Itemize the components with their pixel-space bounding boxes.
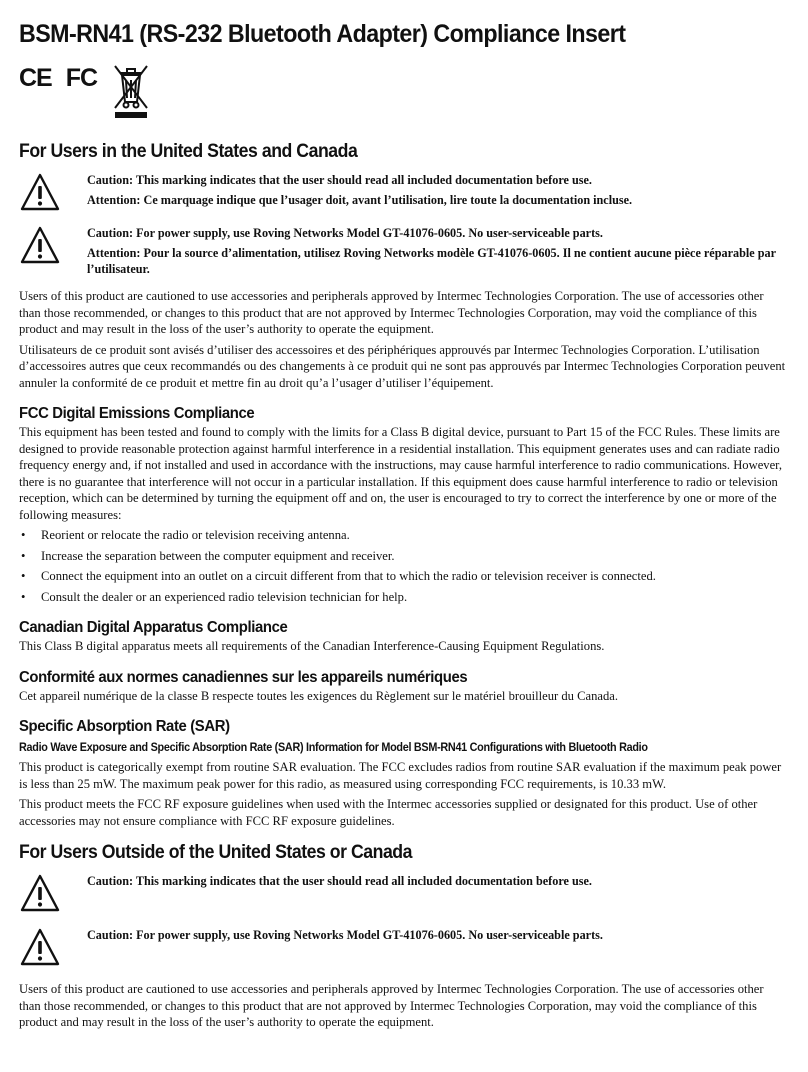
fcc-heading: FCC Digital Emissions Compliance	[19, 405, 255, 422]
fcc-mark: FC	[65, 64, 98, 92]
power-supply-warning	[19, 927, 788, 967]
list-item: • Increase the separation between the computer equipment and receiver.	[19, 548, 788, 565]
certification-marks	[19, 60, 788, 122]
power-supply-warning	[19, 225, 788, 277]
documentation-warning	[19, 873, 788, 913]
documentation-warning	[19, 172, 788, 212]
canadian-heading: Canadian Digital Apparatus Compliance	[19, 619, 288, 636]
us-canada-heading: For Users in the United States and Canada	[19, 141, 358, 162]
outside-accessories-paragraph: Users of this product are cautioned to use accessories and peripherals approved by Intermec Technologies Corporation. The use of accessories other than those recommended, or changes to this product that are not approved by Intermec Technologies Corporation, may void the compliance of this product and may result in the loss of the user’s authority to operate the equipment.	[19, 982, 764, 1029]
accessories-paragraph-fr: Utilisateurs de ce produit sont avisés d’utiliser des accessoires et des périphériques approuvés par Intermec Technologies Corporation. L’utilisation d’accessoires autres que ceux recommandés ou des changements à ce produit qui ne sont pas approuvés par Intermec Technologies Corporation peuvent annuler la conformité de ce produit et mettre fin au droit qu’a l’usager d’utiliser l’équipement.	[19, 342, 786, 390]
list-item: • Connect the equipment into an outlet on a circuit different from that to which the radio or television receiver is connected.	[19, 568, 788, 585]
ce-mark: CE	[19, 64, 52, 92]
sar-paragraph-1: This product is categorically exempt from routine SAR evaluation. The FCC excludes radios from routine SAR evaluation if the maximum peak power is less than 25 mW. The maximum peak power for this radio, as measured using corresponding FCC requirements, is 10.33 mW.	[19, 760, 782, 791]
list-item: • Reorient or relocate the radio or television receiving antenna.	[19, 527, 788, 544]
warning-triangle-icon	[20, 225, 60, 265]
interference-measures-list	[19, 527, 788, 605]
warning-text-en: Caution: For power supply, use Roving Networks Model GT-41076-0605. No user-serviceable parts.	[87, 928, 603, 942]
sar-subheading: Radio Wave Exposure and Specific Absorption Rate (SAR) Information for Model BSM-RN41 Configurations with Bluetooth Radio	[19, 742, 648, 754]
conformite-paragraph: Cet appareil numérique de la classe B respecte toutes les exigences du Règlement sur le matériel brouilleur du Canada.	[19, 688, 619, 703]
conformite-heading: Conformité aux normes canadiennes sur les appareils numériques	[19, 668, 468, 686]
sar-heading: Specific Absorption Rate (SAR)	[19, 718, 230, 735]
fcc-paragraph: This equipment has been tested and found to comply with the limits for a Class B digital device, pursuant to Part 15 of the FCC Rules. These limits are designed to provide reasonable protection against harmful interference in a residential installation. This equipment generates uses and can radiate radio frequency energy and, if not installed and used in accordance with the instructions, may cause harmful interference to radio communications. However, there is no guarantee that interference will not occur in a particular installation. If this equipment does cause harmful interference to radio or television reception, which can be determined by turning the equipment off and on, the user is encouraged to try to correct the interference by one or more of the following measures:	[19, 425, 783, 522]
list-item: • Consult the dealer or an experienced radio television technician for help.	[19, 589, 788, 606]
warning-triangle-icon	[20, 927, 60, 967]
warning-triangle-icon	[20, 873, 60, 913]
warning-text-en: Caution: This marking indicates that the user should read all included documentation before use.	[87, 874, 592, 888]
weee-crossed-bin-icon	[111, 60, 151, 120]
warning-triangle-icon	[20, 172, 60, 212]
warning-text-fr: Attention: Pour la source d’alimentation, utilisez Roving Networks modèle GT-41076-0605. Il ne contient aucune pièce réparable par l’utilisateur.	[87, 246, 776, 276]
accessories-paragraph-en: Users of this product are cautioned to use accessories and peripherals approved by Intermec Technologies Corporation. The use of accessories other than those recommended, or changes to this product that are not approved by Intermec Technologies Corporation, may void the compliance of this product and may result in the loss of the user’s authority to operate the equipment.	[19, 289, 764, 336]
canadian-paragraph: This Class B digital apparatus meets all requirements of the Canadian Interference-Causing Equipment Regulations.	[19, 639, 605, 653]
warning-text-fr: Attention: Ce marquage indique que l’usager doit, avant l’utilisation, lire toute la documentation incluse.	[87, 193, 633, 207]
outside-heading: For Users Outside of the United States or Canada	[19, 842, 413, 863]
page-title: BSM-RN41 (RS-232 Bluetooth Adapter) Compliance Insert	[19, 20, 626, 48]
warning-text-en: Caution: This marking indicates that the user should read all included documentation before use.	[87, 173, 592, 187]
warning-text-en: Caution: For power supply, use Roving Networks Model GT-41076-0605. No user-serviceable parts.	[87, 226, 603, 240]
sar-paragraph-2: This product meets the FCC RF exposure guidelines when used with the Intermec accessories supplied or designated for this product. Use of other accessories may not ensure compliance with FCC RF exposure guidelines.	[19, 797, 758, 828]
